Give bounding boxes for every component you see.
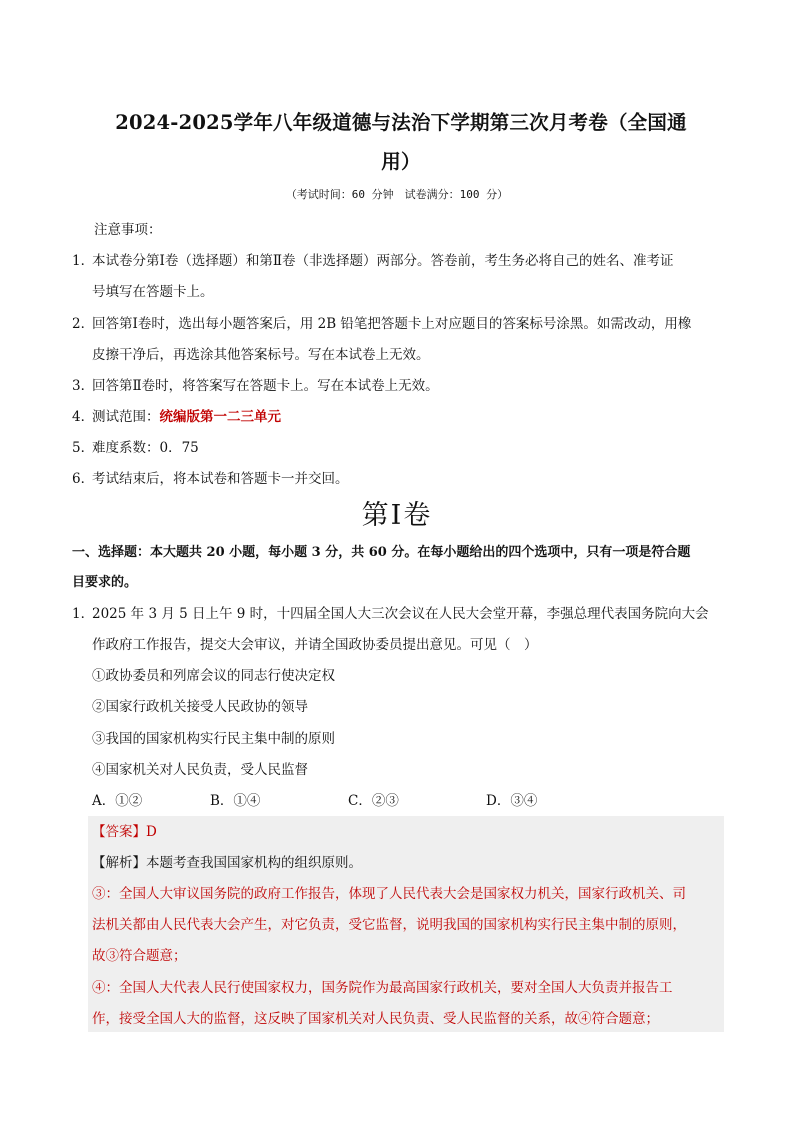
option-c: C．②③ (348, 793, 399, 809)
page-title-continued: 用） (381, 150, 421, 173)
analysis-text: 法机关都由人民代表大会产生，对它负责，受它监督，说明我国的国家机构实行民主集中制的原则， (92, 917, 686, 933)
note-text: 皮擦干净后，再选涂其他答案标号。写在本试卷上无效。 (92, 347, 430, 363)
statement-item: ③我国的国家机构实行民主集中制的原则 (92, 731, 335, 747)
note-number: 2． (72, 316, 95, 332)
note-number: 6． (72, 471, 95, 487)
section-title: 第Ⅰ卷 (361, 500, 433, 531)
statement-item: ①政协委员和列席会议的同志行使决定权 (92, 668, 335, 684)
note-text: 本试卷分第Ⅰ卷（选择题）和第Ⅱ卷（非选择题）两部分。答卷前，考生务必将自己的姓名、准考证 (92, 253, 674, 269)
question-stem: 作政府工作报告，提交大会审议，并请全国政协委员提出意见。可见（ ） (92, 637, 538, 653)
test-scope: 统编版第一二三单元 (159, 409, 281, 425)
section-intro: 一、选择题：本大题共 20 小题，每小题 3 分，共 60 分。在每小题给出的四个选项中，只有一项是符合题 (72, 545, 691, 560)
analysis-text: 作，接受全国人大的监督，这反映了国家机关对人民负责、受人民监督的关系，故④符合题意； (92, 1011, 659, 1027)
question-stem: 2025 年 3 月 5 日上午 9 时，十四届全国人大三次会议在人民大会堂开幕，李强总理代表国务院向大会 (92, 606, 709, 622)
note-text: 考试结束后，将本试卷和答题卡一并交回。 (92, 471, 349, 487)
section-intro: 目要求的。 (72, 575, 138, 590)
note-text: 号填写在答题卡上。 (92, 284, 214, 300)
statement-item: ②国家行政机关接受人民政协的领导 (92, 699, 308, 715)
note-number: 1． (72, 253, 95, 269)
question-number: 1． (72, 606, 95, 622)
answer-label: 【答案】D (92, 824, 157, 840)
analysis-text: ④：全国人大代表人民行使国家权力，国务院作为最高国家行政机关，要对全国人大负责并报告工 (92, 980, 673, 996)
exam-info: （考试时间：60 分钟 试卷满分：100 分） (285, 188, 509, 201)
option-d: D．③④ (486, 793, 538, 809)
analysis-text: ③：全国人大审议国务院的政府工作报告，体现了人民代表大会是国家权力机关，国家行政机关、司 (92, 886, 686, 902)
note-prefix: 测试范围： (92, 409, 160, 425)
option-b: B．①④ (210, 793, 261, 809)
note-text: 回答第Ⅱ卷时，将答案写在答题卡上。写在本试卷上无效。 (92, 378, 439, 394)
note-text (92, 405, 281, 425)
page-title: 2024-2025学年八年级道德与法治下学期第三次月考卷（全国通 (115, 111, 687, 134)
note-number: 4． (72, 409, 95, 425)
analysis-text: 故③符合题意； (92, 948, 187, 964)
note-text: 难度系数：0．75 (92, 440, 199, 456)
note-text: 回答第Ⅰ卷时，选出每小题答案后，用 2B 铅笔把答题卡上对应题目的答案标号涂黑。如需改动，用橡 (92, 316, 692, 332)
note-number: 5． (72, 440, 95, 456)
option-a: A．①② (92, 793, 143, 809)
notes-heading: 注意事项： (94, 222, 162, 238)
note-number: 3． (72, 378, 95, 394)
analysis-label: 【解析】本题考查我国国家机构的组织原则。 (92, 855, 362, 871)
statement-item: ④国家机关对人民负责，受人民监督 (92, 762, 308, 778)
